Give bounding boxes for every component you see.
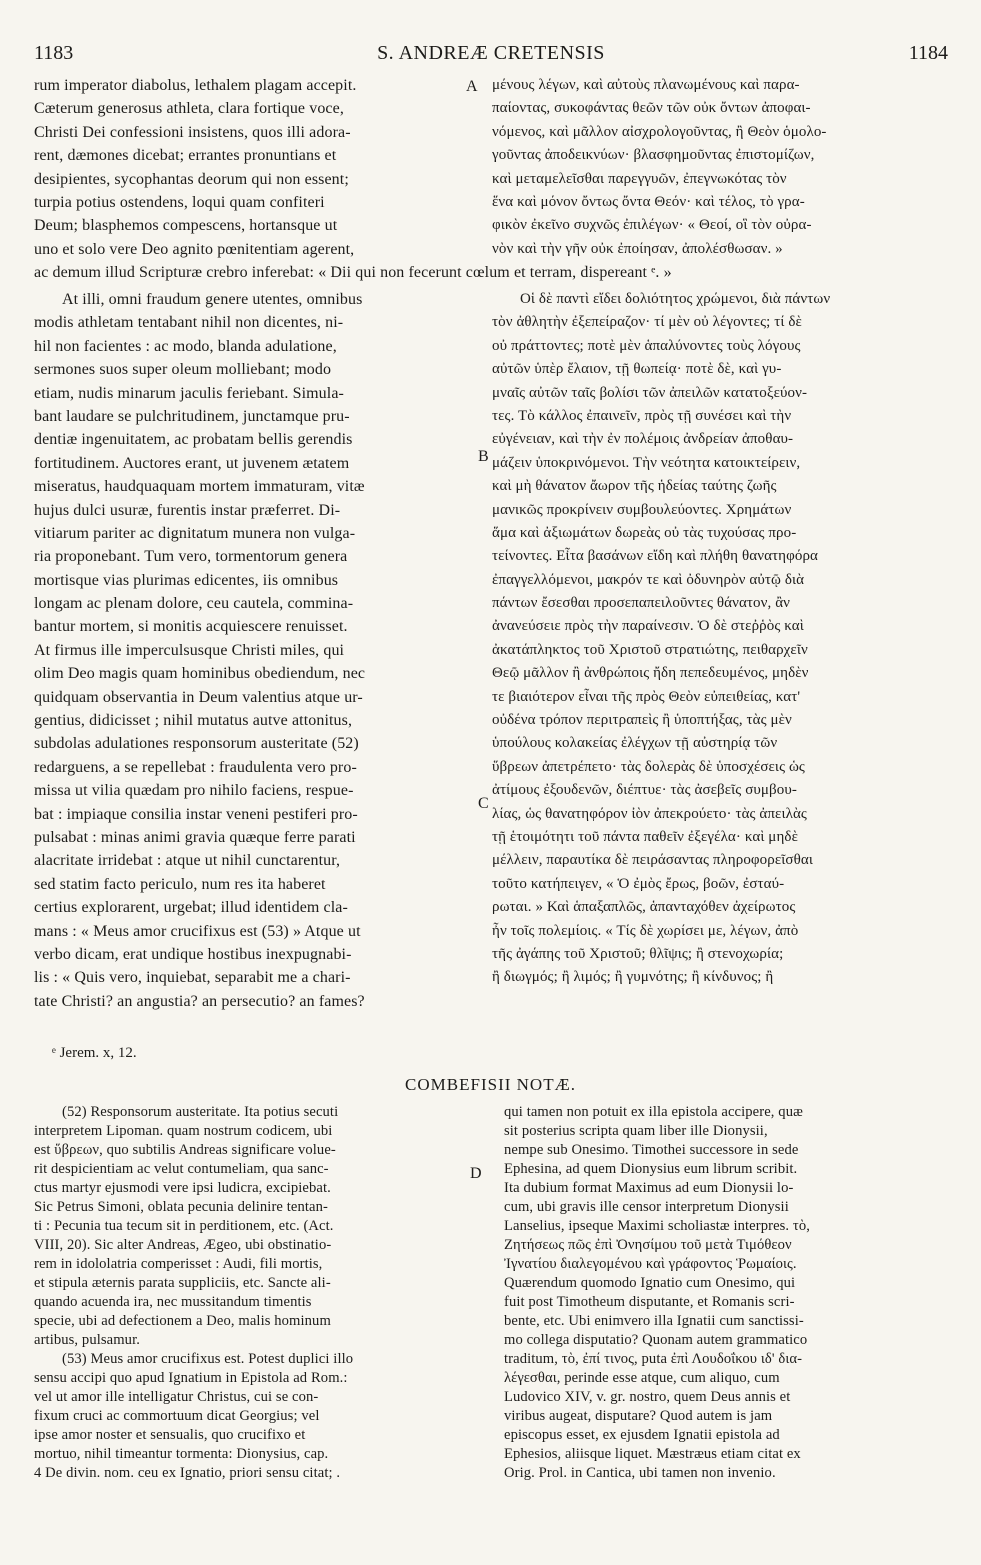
latin-line: sed statim facto periculo, num res ita haberet	[34, 875, 326, 893]
greek-line: αὐτῶν ὑπὲρ ἔλαιον, τῇ θωπείᾳ· ποτὲ δὲ, καὶ γυ-	[492, 361, 782, 378]
notes-column-right	[504, 1103, 948, 1483]
greek-line: τῇ ἑτοιμότητι τοῦ πάντα παθεῖν ἐξεγέλα· καὶ μηδὲ	[492, 828, 798, 845]
latin-column-main	[34, 288, 474, 1013]
page-header	[34, 42, 948, 68]
greek-line: μέλλειν, παραυτίκα δὲ πειράσαντας πληροφορεῖσθαι	[492, 852, 813, 869]
note-line: rit despicientiam ac velut contumeliam, qua sanc-	[34, 1161, 329, 1177]
note-line: traditum, τὸ, ἐπί τινος, puta ἐπὶ Λουδοΐκου ιδ' δια-	[504, 1351, 803, 1367]
note-line: Ludovico XIV, v. gr. nostro, quem Deus annis et	[504, 1389, 791, 1405]
greek-line: ἐπαγγελλόμενοι, μακρόν τε καὶ ὀδυνηρὸν αὐτῷ διὰ	[492, 571, 805, 588]
latin-line: Deum; blasphemos compescens, hortansque ut	[34, 217, 338, 235]
latin-line: rent, dæmones dicebat; errantes pronuntians et	[34, 147, 337, 165]
scripture-quote-line: ac demum illud Scripturæ crebro inferebat: « Dii qui non fecerunt cœlum et terram, dispereant ᵉ. »	[34, 264, 672, 281]
latin-line: rum imperator diabolus, lethalem plagam accepit.	[34, 77, 357, 94]
latin-line: miseratus, haudquaquam mortem immaturam, vitæ	[34, 478, 365, 496]
note-line: artibus, pulsamur.	[34, 1332, 140, 1348]
note-line: Ephesios, aliisque liquet. Mæstræus etiam citat ex	[504, 1446, 801, 1462]
note-line: ipse amor noster et sensualis, quo crucifixo et	[34, 1427, 306, 1443]
greek-line: Θεῷ μᾶλλον ἢ ἀνθρώποις ἤδη πεπεδευμένος, μηδὲν	[492, 665, 809, 682]
latin-line: Christi Dei confessioni insistens, quos illi adora-	[34, 123, 351, 141]
greek-line: οὐ πράττοντες; ποτὲ μὲν ἁπαλύνοντες τοὺς λόγους	[492, 337, 801, 354]
greek-line: τῆς ἀγάπης τοῦ Χριστοῦ; θλῖψις; ἢ στενοχωρία;	[492, 945, 784, 962]
latin-line: modis athletam tentabant nihil non dicentes, ni-	[34, 314, 344, 332]
margin-letter-a: A	[466, 78, 478, 95]
note-line: Ita dubium format Maximus ad eum Dionysii lo-	[504, 1180, 794, 1196]
latin-line: dentiæ ingenuitatem, ac probatam bellis gerendis	[34, 431, 353, 449]
page-number-left: 1183	[34, 42, 74, 64]
note-line: Quærendum quomodo Ignatio cum Onesimo, qui	[504, 1275, 796, 1291]
greek-line: νὸν καὶ τὴν γῆν οὐκ ἐποίησαν, ἀπολέσθωσαν. »	[492, 240, 783, 257]
note-line: λέγεσθαι, perinde esse atque, cum aliquo, cum	[504, 1370, 780, 1386]
greek-line: ἀτίμους ἐξουδενῶν, διέπτυε· τὰς ἀσεβεῖς συμβου-	[492, 782, 797, 799]
latin-line: missa ut vilia quædam pro nihilo faciens, respue-	[34, 782, 354, 800]
note-line: vel ut amor ille intelligatur Christus, cui se con-	[34, 1389, 319, 1405]
note-line: viribus augeat, disputare? Quod autem is jam	[504, 1408, 773, 1424]
greek-line: τε βιαιότερον εἶναι τῆς πρὸς Θεὸν εὐπειθείας, κατ'	[492, 688, 801, 705]
greek-line: ἕνα καὶ μόνον ὄντως ὄντα Θεόν· καὶ τέλος, τὸ γρα-	[492, 193, 805, 210]
latin-line: tate Christi? an angustia? an persecutio? an fames?	[34, 992, 365, 1010]
note-line: qui tamen non potuit ex illa epistola accipere, quæ	[504, 1104, 803, 1120]
note-line: (53) Meus amor crucifixus est. Potest duplici illo	[62, 1351, 354, 1367]
note-line: Ephesina, ad quem Dionysius eum librum scribit.	[504, 1161, 798, 1177]
note-line: Lanselius, ipseque Maximi scholiastæ interpres. τὸ,	[504, 1218, 811, 1234]
latin-line: quidquam observantia in Deum valentius atque ur-	[34, 688, 363, 706]
latin-line: pulsabat : minas animi gravia quæque ferre parati	[34, 828, 356, 846]
greek-line: γοῦντας ἀποδεικνύων· βλασφημοῦντας ἐπιστομίζων,	[492, 147, 815, 164]
note-line: mortuo, nihil timeantur tormenta: Dionysius, cap.	[34, 1446, 329, 1462]
latin-line: At illi, omni fraudum genere utentes, omnibus	[62, 291, 363, 308]
greek-line: παίοντας, συκοφάντας θεῶν τῶν οὐκ ὄντων ἀποφαι-	[492, 100, 811, 117]
latin-column-top	[34, 74, 466, 261]
greek-line: τοῦτο κατήπειγεν, « Ὁ ἐμὸς ἔρως, βοῶν, ἐσταύ-	[492, 875, 785, 892]
note-line: Ἰγνατίου διαλεγομένου καὶ γράφοντος Ῥωμαίοις.	[504, 1256, 797, 1272]
latin-line: At firmus ille imperculsusque Christi miles, qui	[34, 641, 345, 659]
notes-column-left	[34, 1103, 470, 1483]
greek-line: πάντων ἔσεσθαι προσεπαπειλοῦντες θάνατον, ἂν	[492, 595, 791, 612]
latin-line: Cæterum generosus athleta, clara fortique voce,	[34, 100, 344, 118]
greek-line: τὸν ἀθλητὴν ἐξεπείραζον· τί μὲν οὐ λέγοντες; τί δὲ	[492, 314, 802, 331]
greek-line: ἦν τοῖς πολεμίοις. « Τίς δὲ χωρίσει με, λέγων, ἀπὸ	[492, 922, 799, 939]
greek-line: ἀκατάπληκτος τοῦ Χριστοῦ στρατιώτης, πειθαρχεῖν	[492, 641, 808, 658]
note-line: specie, ubi ad defectionem a Deo, malis hominum	[34, 1313, 331, 1329]
latin-line: fortitudinem. Auctores erant, ut juvenem ætatem	[34, 454, 350, 472]
latin-line: bat : impiaque consilia instar veneni pestiferi pro-	[34, 805, 358, 823]
note-line: sit posterius scripta quam liber ille Dionysii,	[504, 1123, 768, 1139]
note-line: est ὕβρεων, quo subtilis Andreas significare volue-	[34, 1142, 336, 1158]
note-line: bente, etc. Ubi enimvero illa Ignatii cum sanctissi-	[504, 1313, 804, 1329]
note-line: quando acuenda ira, nec mussitandum timentis	[34, 1294, 312, 1310]
latin-line: sermones suos super oleum molliebant; modo	[34, 361, 332, 379]
greek-line: νόμενος, καὶ μᾶλλον αἰσχρολογοῦντας, ἢ Θεὸν ὁμολο-	[492, 123, 827, 140]
note-line: Orig. Prol. in Cantica, ubi tamen non invenio.	[504, 1465, 776, 1481]
note-line: sensu accipi quo apud Ignatium in Epistola ad Rom.:	[34, 1370, 348, 1386]
note-line: 4 De divin. nom. ceu ex Ignatio, priori sensu citat; .	[34, 1465, 341, 1481]
latin-line: subdolas adulationes responsorum austeritate (52)	[34, 735, 359, 753]
latin-line: mans : « Meus amor crucifixus est (53) » Atque ut	[34, 922, 361, 940]
note-line: VIII, 20). Sic alter Andreas, Ægeo, ubi obstinatio-	[34, 1237, 332, 1253]
note-line: episcopus esset, ex ejusdem Ignatii epistola ad	[504, 1427, 780, 1443]
margin-letter-d: D	[470, 1165, 482, 1182]
margin-letter-c: C	[478, 795, 489, 812]
greek-column-main	[492, 288, 948, 990]
note-line: rem in idololatria comperisset : Audi, fili mortis,	[34, 1256, 323, 1272]
latin-line: turpia potius ostendens, loqui quam confiteri	[34, 193, 325, 211]
note-line: Ζητήσεως πῶς ἐπὶ Ὀνησίμου τοῦ μετὰ Τιμόθεον	[504, 1237, 792, 1253]
latin-line: certius explorarent, urgebat; illud identidem cla-	[34, 899, 348, 917]
latin-line: longam ac plenam dolore, ceu cautela, commina-	[34, 595, 354, 613]
greek-line: καὶ μὴ θάνατον ἄωρον τῆς ἡδείας ταύτης ζωῆς	[492, 478, 777, 495]
latin-line: ria proponebant. Tum vero, tormentorum genera	[34, 548, 348, 566]
greek-line: ἀνανεύσειε πρὸς τὴν παραίνεσιν. Ὁ δὲ στεῤῥὸς καὶ	[492, 618, 804, 635]
greek-line: ἢ διωγμός; ἢ λιμός; ἢ γυμνότης; ἢ κίνδυνος; ἢ	[492, 969, 774, 986]
full-width-line	[34, 261, 948, 284]
note-line: cum, ubi gravis ille censor interpretum Dionysii	[504, 1199, 789, 1215]
greek-column-top	[492, 74, 948, 261]
greek-line: οὐδένα τρόπον περιτραπεὶς ἢ ὑποπτήξας, τὰς μὲν	[492, 712, 792, 729]
greek-line: λίας, ὡς θανατηφόρον ἰὸν ἀπεκρούετο· τὰς ἀπειλὰς	[492, 805, 807, 822]
greek-line: Οἱ δὲ παντὶ εἴδει δολιότητος χρώμενοι, διὰ πάντων	[520, 291, 831, 307]
note-line: fuit post Timotheum disputante, et Romanis scri-	[504, 1294, 795, 1310]
latin-line: hil non facientes : ac modo, blanda adulatione,	[34, 337, 337, 355]
latin-line: etiam, nudis minarum jaculis feriebant. Simula-	[34, 384, 344, 402]
greek-line: ρωται. » Καὶ ἁπαξαπλῶς, ἁπανταχόθεν ἀχείρωτος	[492, 899, 796, 916]
greek-line: μένους λέγων, καὶ αὐτοὺς πλανωμένους καὶ παρα-	[492, 77, 800, 93]
footnote: ᵉ Jerem. x, 12.	[52, 1045, 137, 1061]
greek-line: φικὸν ἐκεῖνο συχνῶς ἐπιλέγων· « Θεοί, οἳ τὸν οὐρα-	[492, 217, 812, 234]
latin-line: uno et solo vere Deo agnito pœnitentiam agerent,	[34, 240, 355, 258]
latin-line: vitiarum pariter ac dignitatum munera non vulga-	[34, 524, 356, 542]
page-number-right: 1184	[908, 42, 948, 64]
latin-line: gentius, didicisset ; nihil mutatus autve attonitus,	[34, 712, 353, 730]
note-line: ti : Pecunia tua tecum sit in perditionem, etc. (Act.	[34, 1218, 334, 1234]
note-line: Sic Petrus Simoni, oblata pecunia delinire tentan-	[34, 1199, 328, 1215]
latin-line: alacritate irridebat : atque ut nihil cunctarentur,	[34, 852, 341, 870]
note-line: ctus martyr ejusmodi vere ipsi ludicra, excipiebat.	[34, 1180, 331, 1196]
notes-title: COMBEFISII NOTÆ.	[405, 1075, 576, 1094]
latin-line: bantur mortem, si monitis acquiescere renuisset.	[34, 618, 348, 636]
greek-line: μναῖς αὐτῶν ταῖς βολίσι τῶν ἀπειλῶν κατατοξεύον-	[492, 384, 808, 401]
latin-line: hujus dulci usuræ, furentis instar præferret. Di-	[34, 501, 341, 519]
latin-line: verbo dicam, erat undique hostibus inexpugnabi-	[34, 945, 352, 963]
latin-line: desipientes, sycophantas deorum qui non essent;	[34, 170, 349, 188]
greek-line: ἅμα καὶ ἀξιωμάτων δωρεὰς οὐ τὰς τυχούσας προ-	[492, 524, 797, 541]
greek-line: καὶ μεταμελεῖσθαι παρεγγυῶν, ἐπεγνωκότας τὸν	[492, 170, 787, 187]
greek-line: τείνοντες. Εἶτα βασάνων εἴδη καὶ πλήθη θανατηφόρα	[492, 548, 819, 565]
latin-line: olim Deo magis quam hominibus obediendum, nec	[34, 665, 366, 683]
note-line: et stipula æternis parata suppliciis, etc. Sancte ali-	[34, 1275, 331, 1291]
note-line: fixum cruci ac commortuum dicat Georgius; vel	[34, 1408, 320, 1424]
note-line: (52) Responsorum austeritate. Ita potius secuti	[62, 1104, 339, 1120]
latin-line: redarguens, a se repellebat : fraudulenta vero pro-	[34, 758, 357, 776]
latin-line: mortisque vias plurimas edicentes, iis omnibus	[34, 571, 339, 589]
latin-line: bant laudare se pulchritudinem, junctamque pru-	[34, 407, 350, 425]
note-line: mo collega disputatio? Quonam autem grammatico	[504, 1332, 808, 1348]
note-line: interpretem Lipoman. quam nostrum codicem, ubi	[34, 1123, 333, 1139]
running-title: S. ANDREÆ CRETENSIS	[377, 42, 605, 64]
greek-line: ὑπούλους κολακείας ἐλέγχων τῇ αὐστηρίᾳ τῶν	[492, 735, 778, 752]
latin-line: lis : « Quis vero, inquiebat, separabit me a chari-	[34, 969, 351, 987]
greek-line: μανικῶς προκρίνειν συμβουλεύοντες. Χρημάτων	[492, 501, 792, 518]
greek-line: τες. Τὸ κάλλος ἐπαινεῖν, πρὸς τῇ συνέσει καὶ τὴν	[492, 407, 792, 424]
margin-letter-b: B	[478, 448, 489, 465]
greek-line: μάζειν ὑποκρινόμενοι. Τὴν νεότητα κατοικτείρειν,	[492, 454, 801, 471]
greek-line: ὕβρεων ἀπετρέπετο· τὰς δολερὰς δὲ ὑποσχέσεις ὡς	[492, 758, 805, 775]
greek-line: εὐγένειαν, καὶ τὴν ἐν πολέμοις ἀνδρείαν ἀποθαυ-	[492, 431, 794, 448]
note-line: nempe sub Onesimo. Timothei successore in sede	[504, 1142, 799, 1158]
